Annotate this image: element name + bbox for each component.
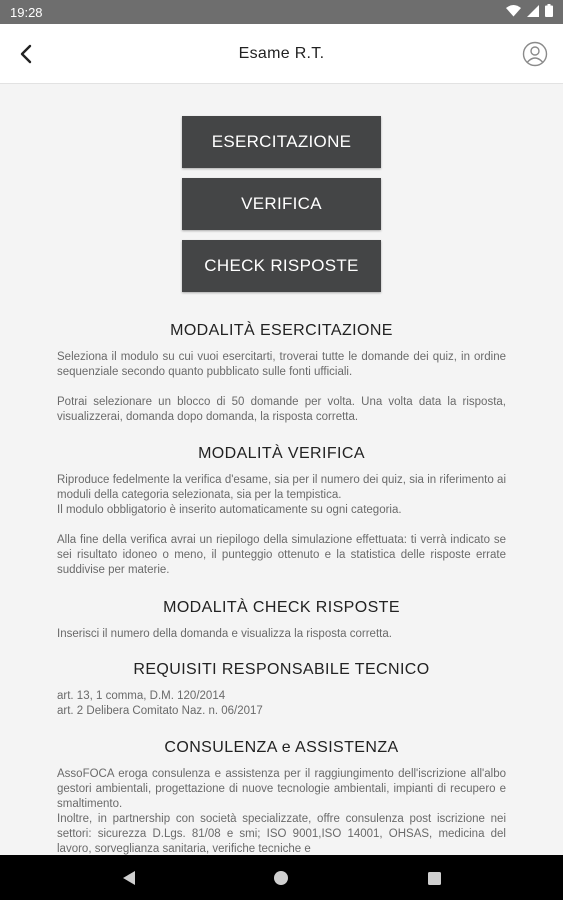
- status-time: 19:28: [10, 4, 43, 20]
- circle-home-icon: [273, 870, 289, 886]
- nav-home-button[interactable]: [272, 869, 290, 887]
- section-paragraph: AssoFOCA eroga consulenza e assistenza per il raggiungimento dell'iscrizione all'albo gestori ambientali, progettazione di nuove tecnologie ambientali, impianti di recupero e smaltimento.: [57, 768, 506, 810]
- account-button[interactable]: [521, 40, 549, 68]
- section-verifica: [57, 445, 506, 578]
- signal-icon: [527, 5, 539, 20]
- section-heading: CONSULENZA e ASSISTENZA: [164, 739, 399, 756]
- back-button[interactable]: [12, 40, 40, 68]
- section-heading: MODALITÀ CHECK RISPOSTE: [163, 599, 400, 616]
- status-icons: [506, 4, 553, 20]
- section-consulenza: [57, 739, 506, 855]
- section-requisiti: [57, 661, 506, 719]
- section-check-risposte: [57, 599, 506, 642]
- section-paragraph: art. 13, 1 comma, D.M. 120/2014: [57, 690, 226, 702]
- section-heading: MODALITÀ VERIFICA: [198, 445, 365, 462]
- section-heading: MODALITÀ ESERCITAZIONE: [170, 322, 393, 339]
- check-risposte-button[interactable]: CHECK RISPOSTE: [182, 240, 381, 292]
- nav-back-button[interactable]: [120, 869, 138, 887]
- section-paragraph: Seleziona il modulo su cui vuoi esercitarti, troverai tutte le domande dei quiz, in ordine sequenziale secondo quanto pubblicato sulle fonti ufficiali.: [57, 351, 506, 378]
- nav-recent-button[interactable]: [425, 869, 443, 887]
- triangle-back-icon: [122, 870, 136, 886]
- section-paragraph: Inoltre, in partnership con società specializzate, offre consulenza post iscrizione nei settori: sicurezza D.Lgs. 81/08 e smi; ISO 9001,ISO 14001, OHSAS, medicina del lavoro, sorveglianza sanitaria, verifiche tecniche e: [57, 813, 506, 855]
- section-esercitazione: [57, 322, 506, 425]
- page-title: Esame R.T.: [238, 44, 325, 62]
- square-recent-icon: [427, 871, 442, 886]
- navigation-bar: [0, 855, 563, 900]
- section-paragraph: Potrai selezionare un blocco di 50 domande per volta. Una volta data la risposta, visualizzerai, domanda dopo domanda, la risposta corretta.: [57, 396, 506, 423]
- arrow-back-icon: [19, 44, 33, 64]
- verifica-button[interactable]: VERIFICA: [182, 178, 381, 230]
- section-paragraph: Riproduce fedelmente la verifica d'esame, sia per il numero dei quiz, sia in riferimento ai moduli della categoria selezionata, sia per la tempistica.: [57, 474, 506, 501]
- wifi-icon: [506, 5, 521, 20]
- account-circle-icon: [522, 41, 548, 67]
- battery-icon: [545, 4, 553, 20]
- section-heading: REQUISITI RESPONSABILE TECNICO: [133, 661, 430, 678]
- section-paragraph: art. 2 Delibera Comitato Naz. n. 06/2017: [57, 705, 263, 717]
- esercitazione-button[interactable]: ESERCITAZIONE: [182, 116, 381, 168]
- section-paragraph: Il modulo obbligatorio è inserito automaticamente su ogni categoria.: [57, 504, 402, 516]
- app-bar: [0, 24, 563, 84]
- section-paragraph: Inserisci il numero della domanda e visualizza la risposta corretta.: [57, 628, 392, 640]
- section-paragraph: Alla fine della verifica avrai un riepilogo della simulazione effettuata: ti verrà indicato se sei risultato idoneo o meno, il punteggio ottenuto e la statistica delle risposte errate suddivise per materie.: [57, 534, 506, 576]
- status-bar: [0, 0, 563, 24]
- main-content[interactable]: [0, 85, 563, 855]
